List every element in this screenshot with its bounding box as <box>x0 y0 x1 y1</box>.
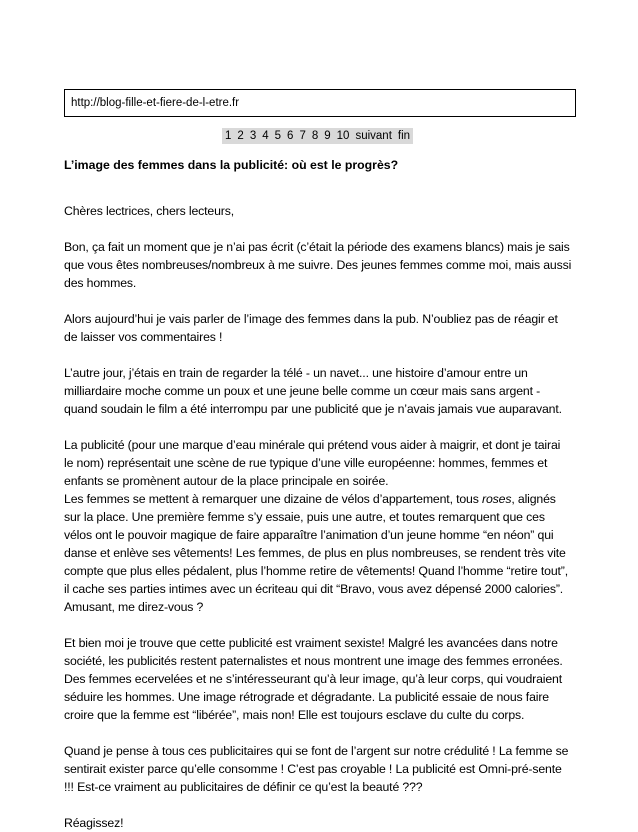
paragraph-line: sur la place. Une première femme s’y essaie, puis une autre, et toutes remarquent que ces <box>64 510 545 524</box>
paragraph-line: Et bien moi je trouve que cette publicité est vraiment sexiste! Malgré les avancées dans notre <box>64 636 558 650</box>
paragraph-line: Réagissez! <box>64 816 124 830</box>
paragraph-line: vélos ont le pouvoir magique de faire apparaître l’animation d’un jeune homme “en néon” qui <box>64 528 554 542</box>
paragraph-line: milliardaire moche comme un poux et une jeune belle comme un cœur mais sans argent - <box>64 384 541 398</box>
page-link-1[interactable]: 1 <box>222 128 234 144</box>
paragraph-line: sentirait exister parce qu’elle consomme ! C’est pas croyable ! La publicité est Omni-pré-sente <box>64 762 562 776</box>
paragraph <box>64 436 576 616</box>
paragraph <box>64 742 576 796</box>
url-text: http://blog-fille-et-fiere-de-l-etre.fr <box>71 97 240 109</box>
page-link-10[interactable]: 10 <box>334 128 353 144</box>
paragraph <box>64 238 576 292</box>
paragraph-line: La publicité (pour une marque d’eau minérale qui prétend vous aider à maigrir, et dont je tairai <box>64 438 561 452</box>
next-page-link[interactable]: suivant <box>352 128 394 144</box>
paragraph-line: il cache ses parties intimes avec un écriteau qui dit “Bravo, vous avez dépensé 2000 calories”. <box>64 582 564 596</box>
paragraph <box>64 634 576 724</box>
greeting: Chères lectrices, chers lecteurs, <box>64 204 234 218</box>
last-page-link[interactable]: fin <box>395 128 413 144</box>
article-body <box>64 238 576 832</box>
page-link-2[interactable]: 2 <box>234 128 246 144</box>
article-title: L’image des femmes dans la publicité: où est le progrès? <box>64 158 399 172</box>
page-link-9[interactable]: 9 <box>321 128 333 144</box>
page-link-5[interactable]: 5 <box>272 128 284 144</box>
paragraph-line: le nom) représentait une scène de rue typique d’une ville européenne: hommes, femmes et <box>64 456 548 470</box>
paragraph <box>64 310 576 346</box>
url-box <box>64 89 576 117</box>
paragraph-line: société, les publicités restent paternalistes et nous montrent une image des femmes erronées. <box>64 654 563 668</box>
paragraph-line: croire que la femme est “libérée”, mais non! Elle est toujours esclave du culte du corps. <box>64 708 525 722</box>
paragraph-line: Amusant, me direz-vous ? <box>64 600 204 614</box>
paragraph-line: Alors aujourd’hui je vais parler de l’image des femmes dans la pub. N’oubliez pas de réagir et <box>64 312 558 326</box>
page-link-7[interactable]: 7 <box>296 128 308 144</box>
page-link-6[interactable]: 6 <box>284 128 296 144</box>
paragraph <box>64 364 576 418</box>
paragraph-line: de laisser vos commentaires ! <box>64 330 223 344</box>
paragraph-line: Les femmes se mettent à remarquer une dizaine de vélos d’appartement, tous roses, alignés <box>64 492 556 506</box>
paragraph-line: enfants se promènent autour de la place principale en soirée. <box>64 474 389 488</box>
document-page <box>64 89 576 832</box>
page-link-4[interactable]: 4 <box>259 128 271 144</box>
paragraph-line: quand soudain le film a été interrompu par une publicité que je n’avais jamais vue auparavant. <box>64 402 562 416</box>
pagination <box>222 128 576 144</box>
page-link-3[interactable]: 3 <box>247 128 259 144</box>
paragraph-line: danse et enlève ses vêtements! Les femmes, de plus en plus nombreuses, se rendent très vite <box>64 546 566 560</box>
paragraph-line: Bon, ça fait un moment que je n’ai pas écrit (c’était la période des examens blancs) mais je sais <box>64 240 570 254</box>
paragraph-line: que vous êtes nombreuses/nombreux à me suivre. Des jeunes femmes comme moi, mais aussi <box>64 258 572 272</box>
paragraph <box>64 814 576 832</box>
paragraph-line: compte que plus elles pédalent, plus l’homme retire de vêtements! Quand l’homme “retire tout”, <box>64 564 568 578</box>
paragraph-line: !!! Est-ce vraiment au publicitaires de définir ce qu’est la beauté ??? <box>64 780 423 794</box>
paragraph-line: des hommes. <box>64 276 137 290</box>
paragraph-line: Quand je pense à tous ces publicitaires qui se font de l’argent sur notre crédulité ! La femme se <box>64 744 569 758</box>
paragraph-line: L’autre jour, j’étais en train de regarder la télé - un navet... une histoire d’amour entre un <box>64 366 528 380</box>
paragraph-line: Des femmes ecervelées et ne s’intéresseurant qu’à leur image, qu’à leur corps, qui voudraient <box>64 672 563 686</box>
page-link-8[interactable]: 8 <box>309 128 321 144</box>
paragraph-line: séduire les hommes. Une image rétrograde et dégradante. La publicité essaie de nous faire <box>64 690 549 704</box>
